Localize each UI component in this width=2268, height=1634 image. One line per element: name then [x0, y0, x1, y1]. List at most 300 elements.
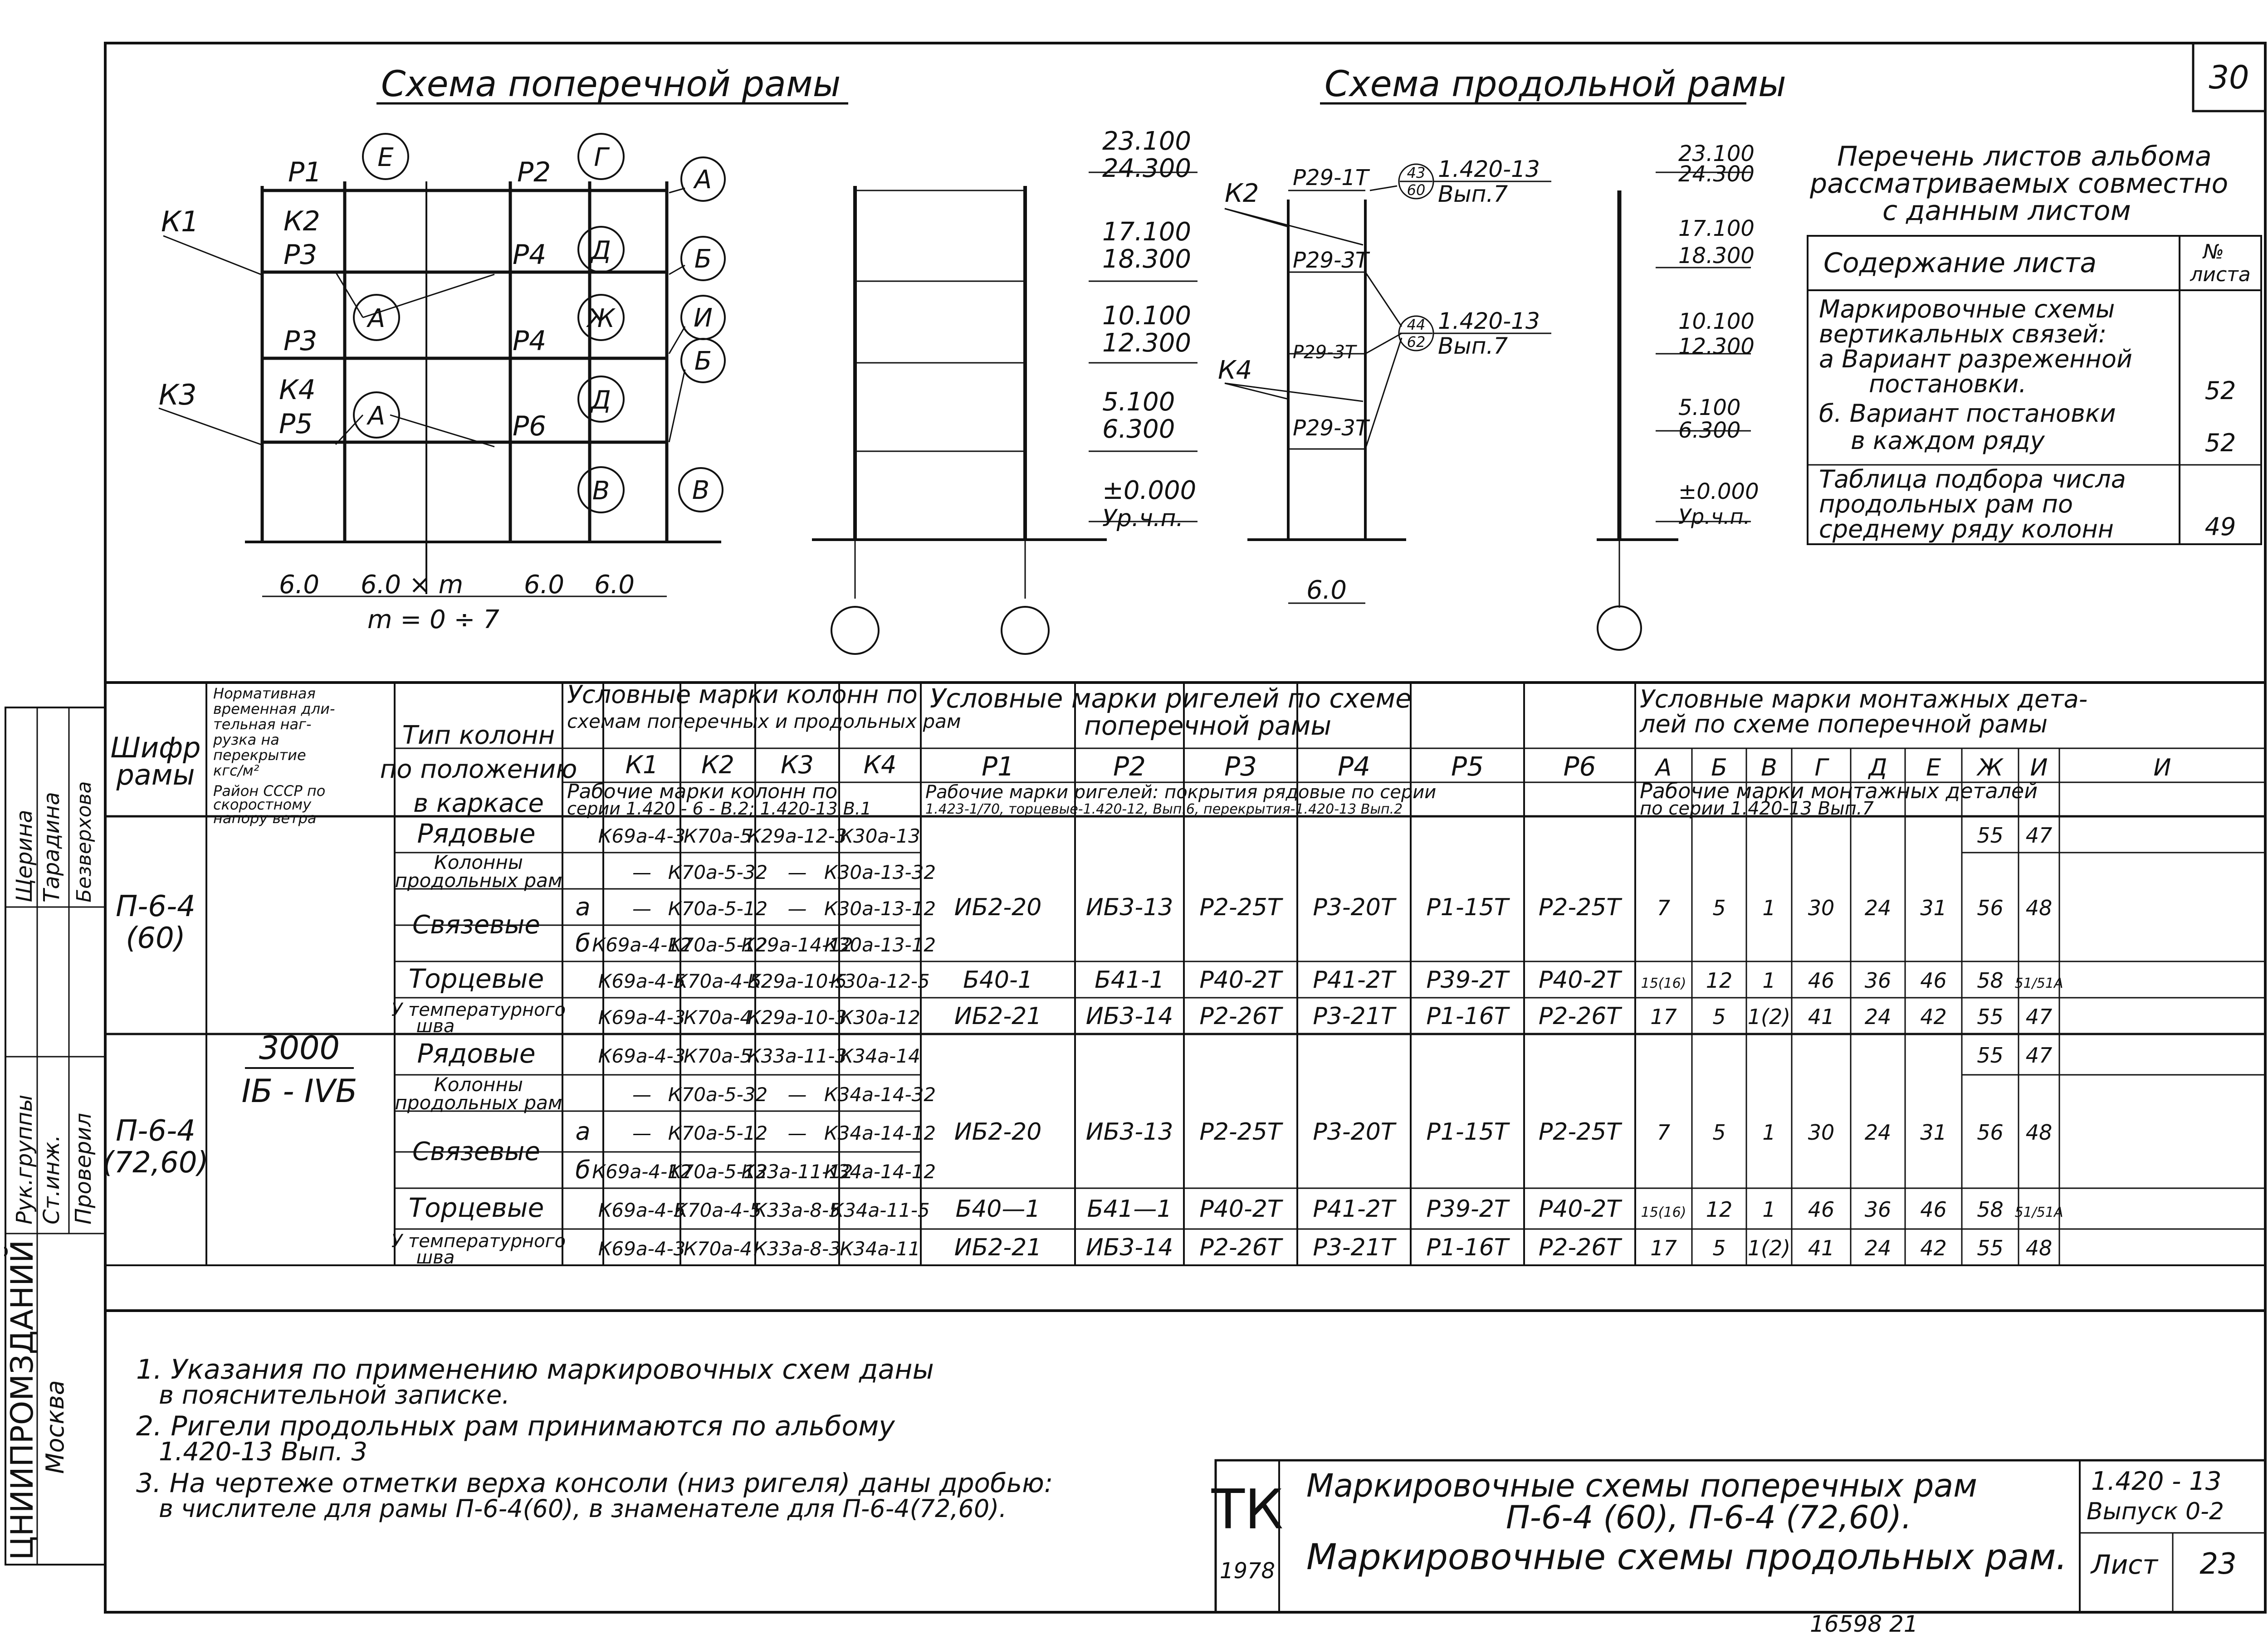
column-mark: К34а-14-12	[824, 1161, 936, 1183]
column-mark: К69а-4-3	[598, 1006, 686, 1029]
album-code: 1.420 - 13	[2091, 1467, 2222, 1496]
elevation-mark: 17.100	[1678, 216, 1755, 241]
column-type: Колонны	[434, 1073, 523, 1096]
column-mark: К29а-14-12	[741, 934, 853, 956]
circle-label: Г	[594, 143, 608, 172]
circle-label: А	[367, 304, 386, 333]
header-beam-work: Рабочие марки ригелей: покрытия рядовые по серии	[925, 782, 1437, 803]
dimension: 6.0	[524, 570, 565, 600]
ref-num: 43	[1407, 164, 1426, 181]
header-detail-sub: А	[1655, 754, 1672, 781]
column-type: продольных рам	[395, 1092, 562, 1114]
list-row-text: Маркировочные схемы	[1819, 295, 2115, 323]
column-label-k3: К3	[159, 378, 197, 411]
circle-label: Д	[591, 385, 611, 415]
detail-mark: 1	[1762, 968, 1776, 993]
beam-mark: Р39-2Т	[1426, 966, 1509, 994]
detail-mark: 51/51А	[2014, 1205, 2063, 1220]
detail-mark: 55	[1977, 1005, 2004, 1029]
detail-mark: 30	[1808, 1120, 1835, 1145]
ref-den: 60	[1407, 181, 1426, 199]
title-line-1: Маркировочные схемы поперечных рам	[1306, 1467, 1977, 1504]
column-mark: К30а-13-12	[824, 897, 936, 920]
column-mark: К29а-10-5	[747, 970, 847, 992]
circle-label: И	[694, 303, 713, 333]
detail-mark: 17	[1650, 1236, 1677, 1260]
beam-mark: Р2-25Т	[1538, 894, 1621, 921]
beam-mark: Р40-2Т	[1199, 966, 1282, 994]
column-mark: К69а-4-5	[598, 970, 686, 992]
stamp-role: Проверил	[71, 1112, 96, 1224]
col-number: №	[2203, 240, 2224, 263]
elevation-mark: 24.300	[1678, 161, 1755, 187]
header-region: скоростному	[213, 796, 312, 813]
elevation-mark: 10.100	[1102, 301, 1191, 331]
frame-code: П-6-4	[116, 890, 196, 923]
circle-label: Б	[694, 346, 712, 376]
beam-mark: ИБ2-21	[954, 1003, 1042, 1030]
circle-label: Д	[591, 236, 611, 265]
col-content: Содержание листа	[1823, 247, 2097, 279]
longitudinal-k2: К2	[1225, 179, 1259, 208]
list-row-no: 52	[2204, 429, 2236, 457]
header-beams: поперечной рамы	[1084, 710, 1332, 741]
column-type: Связевые	[412, 910, 540, 940]
beam-mark: Р3-21Т	[1313, 1003, 1395, 1030]
beam-mark: Р3-20Т	[1313, 894, 1395, 921]
beam-mark: Р41-2Т	[1313, 1195, 1395, 1223]
header-detail-sub: Ж	[1977, 754, 2003, 781]
stamp-city: Москва	[41, 1380, 69, 1474]
column-mark: К34а-14-12	[824, 1122, 936, 1144]
circle-label: В	[592, 476, 610, 506]
beam-mark: Р2-25Т	[1199, 894, 1282, 921]
notes	[136, 1354, 1053, 1523]
list-row-text: продольных рам по	[1819, 490, 2073, 518]
column-mark: —	[632, 1122, 651, 1144]
beam-label-p1: Р1	[288, 156, 322, 188]
detail-mark: 31	[1920, 896, 1947, 920]
beam-mark: Р40-2Т	[1199, 1195, 1282, 1223]
detail-mark: 56	[1977, 1120, 2004, 1145]
elevation-mark: 18.300	[1678, 243, 1755, 268]
beam-mark: ИБ3-13	[1085, 894, 1173, 921]
detail-mark: 46	[1920, 1197, 1947, 1222]
inventory-number: 16598 21	[1810, 1611, 1918, 1634]
detail-mark: 46	[1808, 1197, 1835, 1222]
detail-mark: 17	[1650, 1005, 1677, 1029]
column-mark: К69а-4-3	[598, 1045, 686, 1067]
column-mark: К70а-4-5	[674, 970, 762, 992]
column-mark: К33а-8-3	[753, 1238, 841, 1260]
elevation-mark: 18.300	[1102, 244, 1191, 274]
column-mark: К70а-4	[684, 1238, 752, 1260]
elevation-mark: 23.100	[1678, 141, 1755, 166]
circle-label: В	[692, 476, 710, 505]
detail-mark: 30	[1808, 896, 1835, 920]
header-load: перекрытие	[213, 746, 306, 764]
beam-label-p6: Р6	[513, 410, 547, 442]
note-line: 1. Указания по применению маркировочных схем даны	[136, 1354, 934, 1385]
column-type: У температурного	[391, 1000, 566, 1020]
note-line: 3. На чертеже отметки верха консоли (низ ригеля) даны дробью:	[136, 1468, 1053, 1498]
header-beam-sub: Р6	[1563, 751, 1596, 782]
column-mark: К69а-4-3	[598, 1238, 686, 1260]
header-column-marks: Условные марки колонн по	[567, 680, 918, 709]
detail-mark: 51/51А	[2014, 976, 2063, 991]
column-mark: К29а-10-3	[747, 1006, 847, 1029]
column-mark: К30а-13-32	[824, 861, 936, 883]
beam-mark: Р40-2Т	[1538, 966, 1621, 994]
note-line: 2. Ригели продольных рам принимаются по альбому	[136, 1410, 895, 1442]
longitudinal-k4: К4	[1218, 356, 1252, 385]
detail-mark: 24	[1864, 896, 1892, 920]
beam-label-k2: К2	[284, 205, 320, 237]
stamp-name: Безверхова	[73, 781, 96, 902]
header-beam-sub: Р5	[1451, 751, 1484, 782]
detail-mark: 55	[1977, 823, 2004, 848]
detail-mark: 36	[1864, 1197, 1892, 1222]
header-beam-sub: Р4	[1338, 751, 1370, 782]
column-type: шва	[416, 1016, 455, 1037]
beam-label-p5: Р5	[279, 408, 313, 440]
elevation-mark: 23.100	[1102, 127, 1191, 156]
detail-mark: 46	[1920, 968, 1947, 993]
beam-mark: Б41—1	[1087, 1195, 1172, 1223]
beam-label-k4: К4	[279, 374, 316, 406]
load-value: 3000	[259, 1029, 340, 1067]
header-beam-work: 1.423-1/70, торцевые-1.420-12, Вып.6, перекрытия-1.420-13 Вып.2	[925, 801, 1403, 817]
list-row-text: постановки.	[1869, 370, 2027, 398]
detail-mark: 15(16)	[1641, 1205, 1686, 1220]
detail-mark: 24	[1864, 1120, 1892, 1145]
longitudinal-mark: Р29-3Т	[1293, 248, 1369, 273]
elevation-mark: ±0.000	[1678, 479, 1759, 504]
elevation-mark: 10.100	[1678, 309, 1755, 334]
elevation-column-scheme	[812, 127, 1198, 654]
detail-mark: 5	[1712, 1120, 1726, 1145]
detail-mark: 36	[1864, 968, 1892, 993]
ref-issue: Вып.7	[1438, 181, 1508, 207]
beam-mark: Р41-2Т	[1313, 966, 1395, 994]
detail-mark: 46	[1808, 968, 1835, 993]
beam-mark: ИБ2-20	[954, 894, 1042, 921]
stamp-org: ЦНИИПРОМЗДАНИЙ	[5, 1239, 40, 1560]
sheet-list-title: с данным листом	[1882, 195, 2131, 227]
detail-mark: 42	[1920, 1236, 1947, 1260]
left-stamp	[4, 707, 105, 1565]
note-line: в числителе для рамы П-6-4(60), в знаменателе для П-6-4(72,60).	[159, 1494, 1007, 1523]
header-load: временная дли-	[213, 700, 335, 717]
header-beam-sub: Р3	[1224, 751, 1257, 782]
column-mark: К70а-5-32	[668, 861, 768, 883]
header-details: Условные марки монтажных дета-	[1640, 685, 2088, 713]
header-detail-sub: В	[1761, 754, 1777, 781]
column-mark: К70а-5-12	[668, 897, 768, 920]
beam-mark: ИБ3-13	[1085, 1118, 1173, 1146]
header-region: напору ветра	[213, 810, 317, 827]
column-mark: К70а-5-32	[668, 1083, 768, 1106]
column-mark: —	[787, 861, 807, 883]
column-type: У температурного	[391, 1231, 566, 1252]
dimension: 6.0 × m	[361, 570, 464, 600]
column-mark: К69а-4-12	[592, 934, 692, 956]
beam-mark: ИБ3-14	[1085, 1003, 1173, 1030]
frame-code: (60)	[126, 922, 186, 955]
header-column-sub: К2	[701, 751, 734, 779]
column-mark: К69а-4-12	[592, 1161, 692, 1183]
detail-mark: 1	[1762, 896, 1776, 920]
beam-label-p2: Р2	[517, 156, 551, 188]
column-mark: К34а-11	[840, 1238, 920, 1260]
column-subtype: а	[575, 893, 591, 921]
list-row-text: а Вариант разреженной	[1819, 345, 2132, 373]
year: 1978	[1219, 1558, 1276, 1584]
circle-label: Е	[377, 143, 394, 172]
header-column-work: серии 1.420 - 6 - В.2; 1.420-13 В.1	[567, 799, 872, 819]
frame-code: (72,60)	[103, 1146, 209, 1180]
column-mark: —	[787, 897, 807, 920]
beam-label-p3b: Р3	[284, 325, 318, 357]
beam-mark: Р3-21Т	[1313, 1234, 1395, 1261]
header-detail-sub: Д	[1868, 754, 1887, 781]
marking-table	[103, 680, 2265, 1268]
heading-longitudinal: Схема продольной рамы	[1325, 64, 1786, 105]
column-mark: К70а-5-12	[668, 1161, 768, 1183]
title-block	[1211, 1460, 2265, 1634]
column-mark: К34а-14-32	[824, 1083, 936, 1106]
detail-mark: 55	[1977, 1236, 2004, 1260]
detail-mark: 15(16)	[1641, 976, 1686, 991]
column-type: продольных рам	[395, 869, 562, 892]
detail-mark: 47	[2025, 823, 2053, 848]
column-mark: К30а-12-5	[830, 970, 930, 992]
column-type: Торцевые	[408, 963, 544, 994]
beam-mark: Р1-15Т	[1426, 1118, 1509, 1146]
beam-mark: Р2-26Т	[1199, 1234, 1282, 1261]
column-mark: К33а-8-5	[753, 1199, 841, 1221]
elevation-mark: 6.300	[1102, 415, 1175, 444]
longitudinal-span: 6.0	[1306, 576, 1347, 605]
column-mark: К30а-13-12	[824, 934, 936, 956]
column-mark: К30а-13	[840, 825, 920, 847]
detail-mark: 1	[1762, 1120, 1776, 1145]
list-row-no: 49	[2204, 512, 2236, 541]
column-mark: К70а-5-12	[668, 934, 768, 956]
header-frame: рамы	[116, 758, 195, 791]
detail-mark: 47	[2025, 1043, 2053, 1068]
detail-mark: 7	[1657, 896, 1671, 920]
ref-series: 1.420-13	[1438, 156, 1540, 182]
header-details: лей по схеме поперечной рамы	[1640, 710, 2048, 738]
circle-label: А	[694, 165, 712, 195]
sheet-list-title: рассматриваемых совместно	[1810, 168, 2229, 200]
beam-mark: Р2-25Т	[1199, 1118, 1282, 1146]
circle-label: Ж	[587, 304, 615, 333]
column-type: Торцевые	[408, 1192, 544, 1223]
ref-den: 62	[1407, 333, 1426, 351]
col-number: листа	[2190, 263, 2251, 286]
detail-mark: 48	[2025, 896, 2053, 920]
header-column-sub: К1	[625, 751, 659, 779]
column-label-k1: К1	[161, 205, 199, 238]
column-type: Связевые	[412, 1137, 540, 1166]
beam-mark: Р1-16Т	[1426, 1234, 1509, 1261]
column-subtype: а	[575, 1117, 591, 1146]
column-mark: К70а-5	[684, 825, 752, 847]
detail-mark: 1(2)	[1747, 1005, 1791, 1029]
beam-mark: Р2-26Т	[1199, 1003, 1282, 1030]
stamp-name: Тарадина	[39, 792, 64, 902]
beam-mark: Р2-26Т	[1538, 1234, 1621, 1261]
column-mark: К29а-12-3	[747, 825, 847, 847]
beam-mark: Р1-16Т	[1426, 1003, 1509, 1030]
detail-mark: 41	[1808, 1005, 1835, 1029]
longitudinal-mark: Р29-1Т	[1293, 165, 1369, 190]
column-type: шва	[416, 1247, 455, 1268]
header-column-work: Рабочие марки колонн по	[567, 780, 838, 803]
beam-label-p3a: Р3	[284, 239, 318, 271]
header-frame: Шифр	[110, 731, 201, 764]
header-column-sub: К3	[781, 751, 814, 779]
header-load: рузка на	[213, 731, 279, 748]
elevation-mark: 5.100	[1102, 387, 1175, 417]
ref-issue: Вып.7	[1438, 333, 1508, 359]
beam-mark: ИБ2-21	[954, 1234, 1042, 1261]
beam-label-p4b: Р4	[513, 325, 547, 357]
detail-mark: 31	[1920, 1120, 1947, 1145]
detail-mark: 5	[1712, 1236, 1726, 1260]
detail-mark: 1	[1762, 1197, 1776, 1222]
column-mark: К70а-5-12	[668, 1122, 768, 1144]
elevation-mark: 17.100	[1102, 217, 1191, 247]
header-column-type: Тип колонн	[402, 721, 555, 750]
beam-mark: Р2-26Т	[1538, 1003, 1621, 1030]
detail-mark: 12	[1706, 968, 1733, 993]
beam-mark: Р39-2Т	[1426, 1195, 1509, 1223]
column-mark: К30а-12	[840, 1006, 920, 1029]
elevation-mark: 12.300	[1102, 328, 1191, 358]
sheet-list	[1808, 141, 2261, 544]
title-line-2: П-6-4 (60), П-6-4 (72,60).	[1506, 1499, 1912, 1536]
beam-mark: Б40—1	[955, 1195, 1041, 1223]
elevation-mark: Ур.ч.п.	[1678, 504, 1750, 529]
circle-label: А	[367, 401, 386, 431]
header-region: Район СССР по	[213, 782, 326, 800]
tk-mark: ТК	[1211, 1478, 1284, 1541]
header-detail-work: Рабочие марки монтажных деталей	[1640, 779, 2038, 803]
list-row-text: вертикальных связей:	[1819, 320, 2107, 348]
header-column-type: по положению	[380, 755, 577, 784]
stamp-role: Ст.инж.	[39, 1135, 64, 1224]
beam-mark: Р1-15Т	[1426, 894, 1509, 921]
header-load: тельная наг-	[213, 716, 312, 733]
title-line-3: Маркировочные схемы продольных рам.	[1306, 1537, 2068, 1578]
column-mark: К34а-14	[840, 1045, 920, 1067]
beam-mark: ИБ2-20	[954, 1118, 1042, 1146]
note-line: 1.420-13 Вып. 3	[159, 1437, 368, 1467]
elevation-mark: 6.300	[1678, 418, 1741, 443]
beam-mark: Р40-2Т	[1538, 1195, 1621, 1223]
header-detail-sub: Е	[1926, 754, 1941, 781]
detail-mark: 56	[1977, 896, 2004, 920]
header-column-marks: схемам поперечных и продольных рам	[567, 710, 961, 732]
detail-mark: 5	[1712, 1005, 1726, 1029]
column-type: Колонны	[434, 851, 523, 873]
heading-transverse: Схема поперечной рамы	[381, 64, 841, 105]
header-detail-sub: И	[2030, 754, 2048, 781]
note-line: в пояснительной записке.	[159, 1380, 510, 1410]
header-load: кгс/м²	[213, 762, 259, 779]
column-mark: К33а-11-3	[747, 1045, 847, 1067]
elevation-mark: 5.100	[1678, 395, 1741, 420]
stamp-role: Рук.группы	[12, 1094, 37, 1224]
stamp-name: Щерина	[12, 810, 37, 902]
beam-label-p4a: Р4	[513, 239, 547, 271]
detail-mark: 41	[1808, 1236, 1835, 1260]
dimension: 6.0	[279, 570, 320, 600]
ref-series: 1.420-13	[1438, 308, 1540, 334]
column-mark: К70а-4-5	[674, 1199, 762, 1221]
header-beams: Условные марки ригелей по схеме	[930, 683, 1412, 714]
column-mark: К69а-4-5	[598, 1199, 686, 1221]
column-mark: —	[632, 1083, 651, 1106]
column-mark: —	[632, 897, 651, 920]
list-row-text: в каждом ряду	[1851, 426, 2045, 455]
header-detail-sub: Г	[1814, 754, 1828, 781]
detail-mark: 47	[2025, 1005, 2053, 1029]
list-row-text: б. Вариант постановки	[1819, 399, 2116, 428]
header-detail-sub: Б	[1711, 754, 1727, 781]
detail-mark: 7	[1657, 1120, 1671, 1145]
sheet-number: 23	[2200, 1547, 2237, 1581]
header-column-type: в каркасе	[413, 789, 544, 818]
elevation-mark: Ур.ч.п.	[1102, 505, 1184, 532]
column-type: Рядовые	[417, 818, 536, 849]
list-row-no: 52	[2204, 376, 2236, 405]
sheet-label: Лист	[2091, 1549, 2158, 1580]
header-column-sub: К4	[863, 751, 897, 779]
beam-mark: Р3-20Т	[1313, 1118, 1395, 1146]
elevation-mark: 24.300	[1102, 154, 1191, 183]
column-mark: К69а-4-3	[598, 825, 686, 847]
frame-code: П-6-4	[116, 1114, 196, 1148]
column-mark: —	[632, 861, 651, 883]
issue: Выпуск 0-2	[2087, 1498, 2224, 1525]
column-mark: —	[787, 1122, 807, 1144]
detail-mark: 24	[1864, 1005, 1892, 1029]
transverse-frame-scheme	[159, 134, 725, 634]
region-value: IБ - IVБ	[241, 1073, 357, 1110]
header-load: Нормативная	[213, 685, 316, 702]
header-detail-work: по серии 1.420-13 Вып.7	[1640, 798, 1874, 819]
elevation-mark: ±0.000	[1102, 476, 1197, 505]
detail-mark: 48	[2025, 1120, 2053, 1145]
list-row-text: среднему ряду колонн	[1819, 515, 2114, 543]
header-beam-sub: Р1	[982, 751, 1014, 782]
beam-mark: Р2-25Т	[1538, 1118, 1621, 1146]
detail-mark: 5	[1712, 896, 1726, 920]
beam-mark: Б41-1	[1095, 966, 1164, 994]
detail-mark: 12	[1706, 1197, 1733, 1222]
detail-mark: 42	[1920, 1005, 1947, 1029]
sheet-list-title: Перечень листов альбома	[1837, 141, 2212, 172]
dimension: 6.0	[594, 570, 635, 600]
column-mark: —	[787, 1083, 807, 1106]
beam-mark: ИБ3-14	[1085, 1234, 1173, 1261]
column-mark: К70а-4	[684, 1006, 752, 1029]
detail-mark: 58	[1977, 968, 2004, 993]
